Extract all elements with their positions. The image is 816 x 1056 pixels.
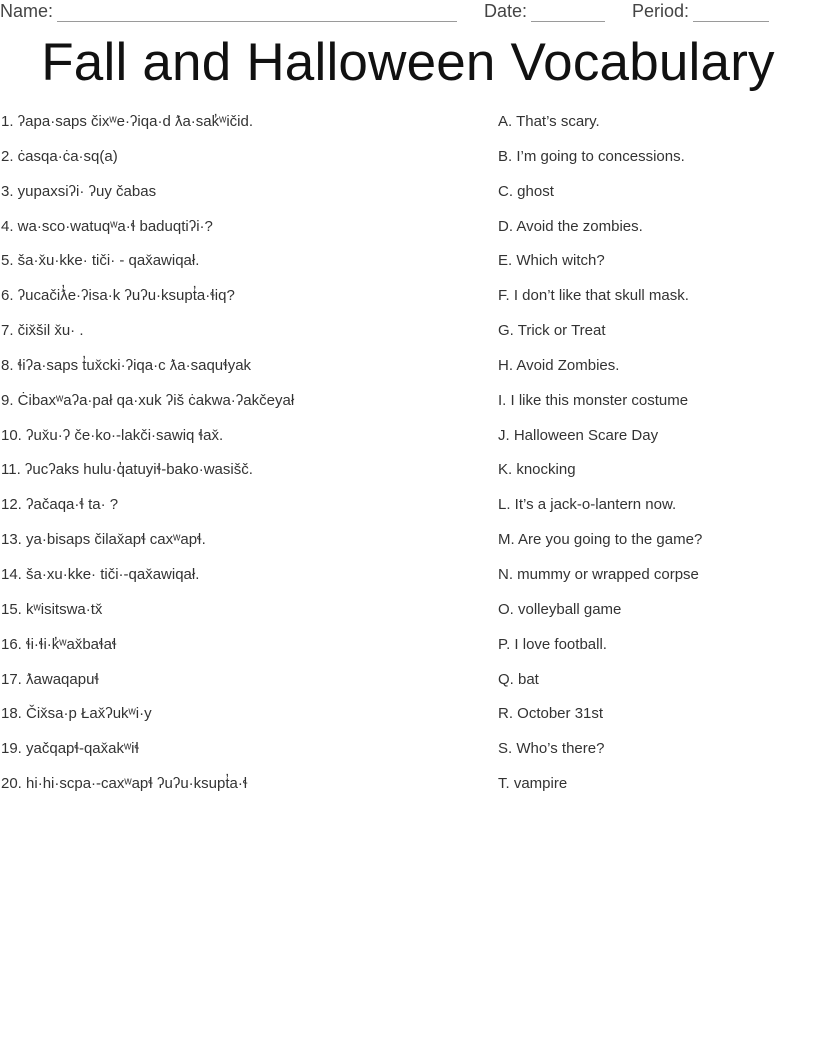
definition-item: E. Which witch?: [498, 252, 605, 270]
definitions-list: [498, 109, 813, 806]
term-item: 9. Ċibaxʷaʔa·pał qa·xuk ʔiš ċakwa·ʔakčeyał: [1, 391, 295, 409]
term-item: 7. čix̌šil x̌u· .: [1, 322, 84, 340]
definition-item: K. knocking: [498, 461, 576, 479]
term-item: 5. ša·x̌u·kke· tiči· - qax̌awiqał.: [1, 252, 200, 270]
term-item: 14. ša·xu·kke· tiči·-qax̌awiqał.: [1, 565, 200, 583]
name-blank-line[interactable]: [57, 4, 457, 22]
term-item: 13. ya·bisaps čilax̌apɬ caxʷapɬ.: [1, 531, 206, 549]
definition-item: I. I like this monster costume: [498, 391, 689, 409]
definition-item: H. Avoid Zombies.: [498, 356, 620, 374]
term-item: 12. ʔačaqa·ɬ ta· ?: [1, 496, 119, 514]
terms-list: [1, 109, 471, 806]
term-item: 1. ʔapa·saps čixʷe·ʔiqa·d ƛa·sak̓ʷičid.: [1, 113, 254, 130]
definition-item: T. vampire: [498, 775, 568, 793]
page-title: Fall and Halloween Vocabulary: [41, 33, 775, 92]
definition-item: C. ghost: [498, 182, 554, 200]
name-label: Name:: [0, 1, 54, 21]
term-item: 11. ʔucʔaks hulu·q̓atuyiɬ-bako·wasišč.: [1, 461, 253, 479]
definition-item: P. I love football.: [498, 635, 607, 653]
definition-item: Q. bat: [498, 670, 539, 688]
definition-item: R. October 31st: [498, 705, 604, 723]
definition-item: A. That’s scary.: [498, 113, 600, 130]
worksheet-header: [0, 0, 816, 24]
term-item: 3. yupaxsiʔi· ʔuy čabas: [1, 182, 157, 200]
term-item: 19. yačqapɬ-qax̌akʷiɬ: [1, 740, 140, 758]
term-item: 4. wa·sco·watuqʷa·ɬ baduqtiʔi·?: [1, 217, 213, 235]
date-label: Date:: [484, 1, 528, 21]
term-item: 8. ɬiʔa·saps t̓ux̌cki·ʔiqa·c ƛa·saquɬyak: [1, 356, 252, 374]
period-field: [632, 0, 769, 22]
term-item: 18. Čix̌sa·p Łax̌ʔukʷi·y: [1, 705, 152, 723]
term-item: 10. ʔux̌u·ʔ če·ko·-lakči·sawiq ɬax̌.: [1, 426, 224, 444]
period-blank-line[interactable]: [693, 4, 769, 22]
definition-item: S. Who’s there?: [498, 740, 605, 758]
definition-item: J. Halloween Scare Day: [498, 426, 659, 444]
definition-item: D. Avoid the zombies.: [498, 217, 643, 235]
term-item: 6. ʔucačiƛ̓e·ʔisa·k ʔuʔu·ksupt̓a·ɬiq?: [1, 287, 235, 305]
definition-item: N. mummy or wrapped corpse: [498, 565, 699, 583]
definition-item: M. Are you going to the game?: [498, 531, 703, 549]
term-item: 16. ɬi·ɬi·k̓ʷax̌baɬaɬ: [1, 635, 117, 653]
term-item: 15. kʷisitswa·tx̌: [1, 600, 103, 618]
name-field: [0, 0, 457, 22]
term-item: 20. hi·hi·scpa·-caxʷapɬ ʔuʔu·ksupt̓a·ɬ: [1, 775, 248, 793]
period-label: Period:: [632, 1, 690, 21]
definition-item: O. volleyball game: [498, 600, 622, 618]
date-blank-line[interactable]: [531, 4, 605, 22]
definition-item: F. I don’t like that skull mask.: [498, 287, 689, 305]
term-item: 2. ċasqa·ċa·sq(a): [1, 147, 118, 165]
definition-item: G. Trick or Treat: [498, 322, 606, 340]
term-item: 17. ƛawaqapuɬ: [1, 670, 99, 688]
definition-item: L. It’s a jack-o-lantern now.: [498, 496, 677, 514]
definition-item: B. I’m going to concessions.: [498, 147, 685, 165]
date-field: [484, 0, 605, 22]
